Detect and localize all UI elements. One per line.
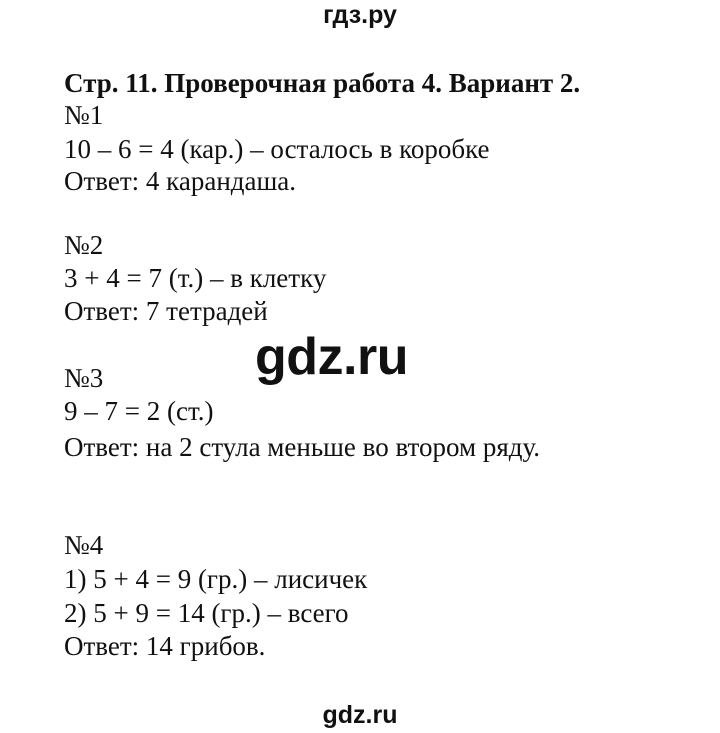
task-1-answer: Ответ: 4 карандаша. [64,166,297,196]
task-2-answer: Ответ: 7 тетрадей [64,296,268,326]
watermark-bottom: gdz.ru [322,701,398,729]
task-4-number: №4 [64,530,104,560]
task-1-line-1: 10 – 6 = 4 (кар.) – осталось в коробке [64,134,490,164]
watermark-top: гдз.ру [323,1,397,29]
task-2-line-1: 3 + 4 = 7 (т.) – в клетку [64,263,327,293]
task-3-answer: Ответ: на 2 стула меньше во втором ряду. [64,432,541,462]
task-4-line-2: 2) 5 + 9 = 14 (гр.) – всего [64,598,349,628]
task-2-number: №2 [64,230,104,260]
task-1-number: №1 [64,100,104,130]
task-4-answer: Ответ: 14 грибов. [64,631,266,661]
task-3-number: №3 [64,363,104,393]
watermark-middle: gdz.ru [255,328,408,386]
task-3-line-1: 9 – 7 = 2 (ст.) [64,396,214,426]
page-title: Стр. 11. Проверочная работа 4. Вариант 2. [64,68,581,98]
task-4-line-1: 1) 5 + 4 = 9 (гр.) – лисичек [64,564,368,594]
